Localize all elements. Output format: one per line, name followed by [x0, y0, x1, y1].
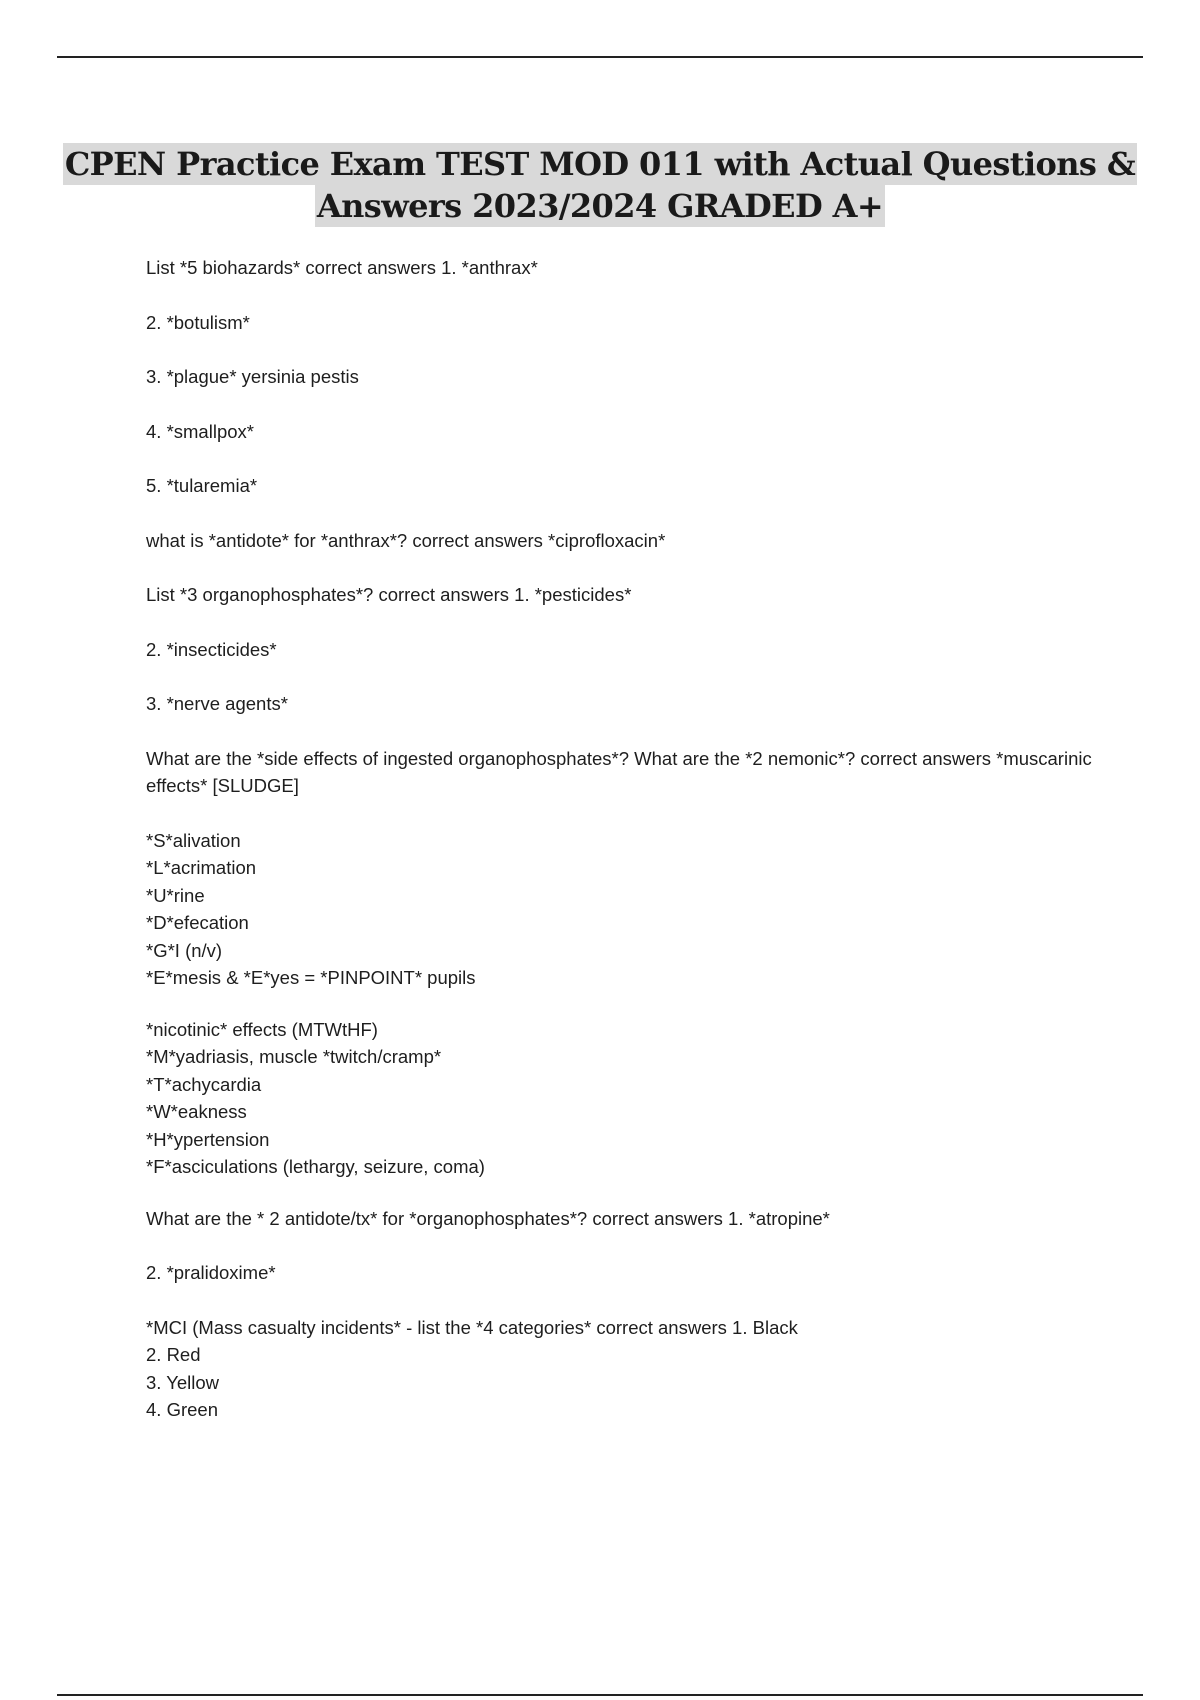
answer-line: 3. *plague* yersinia pestis [146, 366, 359, 387]
answer-line: 2. *botulism* [146, 311, 250, 333]
nicotinic-line: *W*eakness [146, 1101, 247, 1122]
sludge-line: *U*rine [146, 884, 205, 906]
nicotinic-line: *T*achycardia [146, 1073, 262, 1095]
top-divider [57, 56, 1143, 58]
mci-question: *MCI (Mass casualty incidents* - list the *4 categories* correct answers 1. Black [146, 1316, 798, 1338]
bottom-divider [57, 1694, 1143, 1696]
question-anthrax-antidote: what is *antidote* for *anthrax*? correct answers *ciprofloxacin* [146, 529, 666, 551]
question-side-effects: What are the *side effects of ingested organophosphates*? What are the *2 nemonic*? correct answers *muscarinic effects* [SLUDGE] [146, 747, 1092, 796]
title-line-2: Answers 2023/2024 GRADED A+ [316, 187, 884, 225]
answer-line: 5. *tularemia* [146, 475, 258, 496]
sludge-line: *E*mesis & *E*yes = *PINPOINT* pupils [146, 967, 476, 988]
mci-category: 2. Red [146, 1344, 201, 1365]
nicotinic-list [146, 1016, 1096, 1181]
question-organophosphates: List *3 organophosphates*? correct answers 1. *pesticides* [146, 584, 632, 605]
mci-category: 4. Green [146, 1399, 218, 1420]
sludge-list [146, 827, 1096, 992]
answer-line: 3. *nerve agents* [146, 693, 288, 714]
nicotinic-line: *M*yadriasis, muscle *twitch/cramp* [146, 1046, 442, 1067]
mci-list [146, 1314, 1096, 1424]
answer-line: 4. *smallpox* [146, 420, 254, 442]
answer-line: 2. *insecticides* [146, 638, 277, 660]
question-biohazards: List *5 biohazards* correct answers 1. *anthrax* [146, 257, 538, 278]
nicotinic-line: *F*asciculations (lethargy, seizure, coma) [146, 1156, 485, 1177]
question-organophosphate-antidote: What are the * 2 antidote/tx* for *organophosphates*? correct answers 1. *atropine* [146, 1207, 830, 1229]
title-line-1: CPEN Practice Exam TEST MOD 011 with Actual Questions & [64, 145, 1136, 183]
document-body [146, 254, 1096, 1448]
nicotinic-line: *H*ypertension [146, 1128, 270, 1150]
document-title [57, 143, 1143, 227]
mci-category: 3. Yellow [146, 1371, 220, 1393]
nicotinic-line: *nicotinic* effects (MTWtHF) [146, 1018, 378, 1040]
sludge-line: *S*alivation [146, 829, 241, 851]
sludge-line: *D*efecation [146, 912, 249, 933]
sludge-line: *G*I (n/v) [146, 939, 223, 961]
sludge-line: *L*acrimation [146, 857, 257, 878]
answer-line: 2. *pralidoxime* [146, 1262, 276, 1283]
